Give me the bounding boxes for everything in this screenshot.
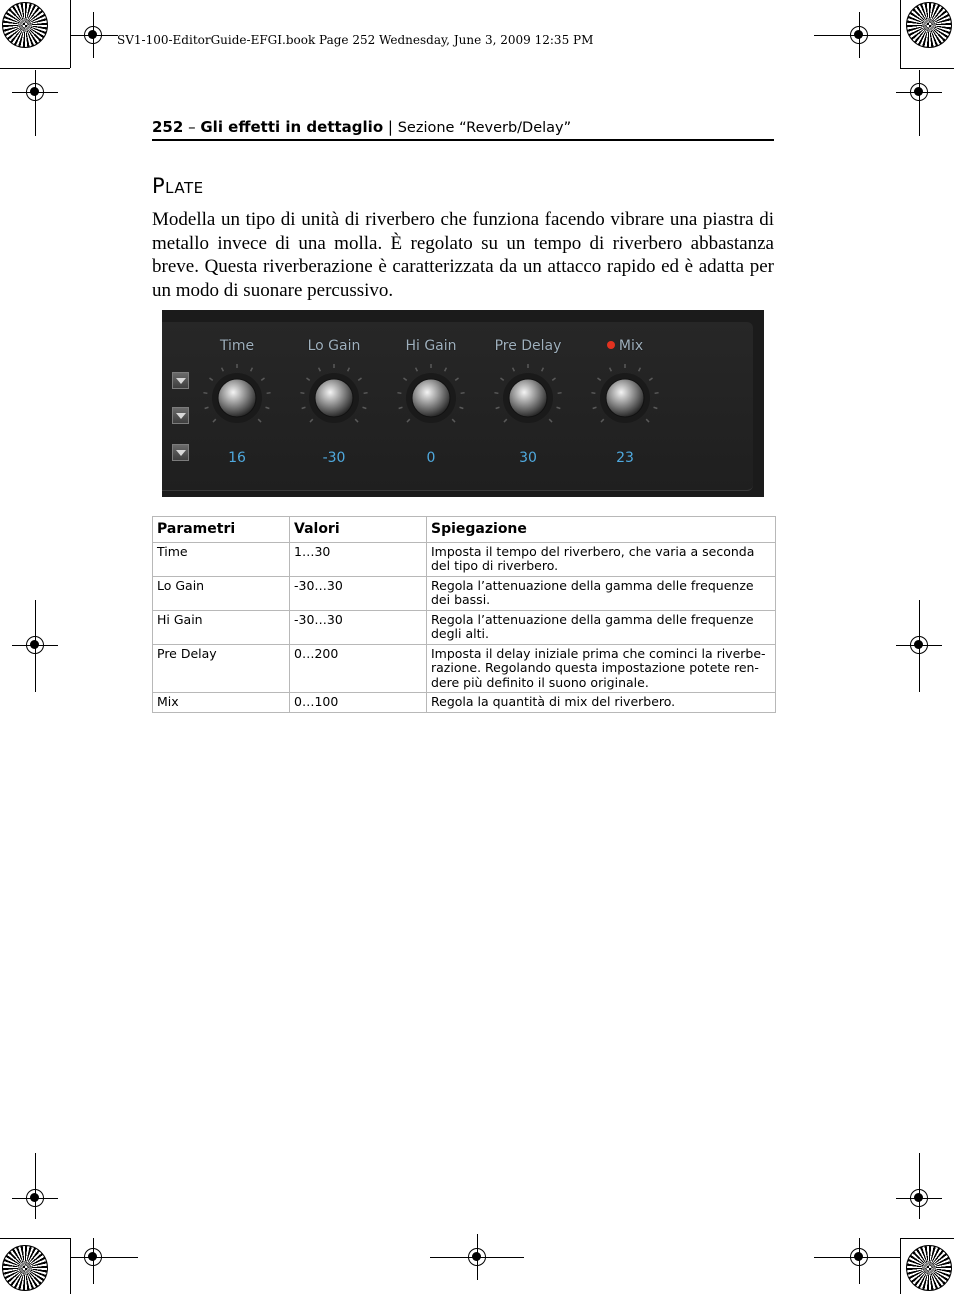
effect-panel (162, 310, 764, 497)
table-row (153, 693, 776, 713)
registration-target (919, 70, 920, 136)
section-name: Sezione “Reverb/Delay” (397, 120, 572, 136)
registration-target (26, 1189, 44, 1207)
table-row (153, 610, 776, 644)
table-row (153, 576, 776, 610)
dropdown-button[interactable] (172, 372, 189, 389)
param-name: Pre Delay (153, 644, 290, 693)
registration-target (468, 1248, 486, 1266)
page-number: 252 (152, 118, 184, 136)
param-values: -30…30 (290, 610, 427, 644)
param-values: -30…30 (290, 576, 427, 610)
param-description: Regola l’attenuazione della gamma delle frequenze dei bassi. (427, 576, 776, 610)
mix-led-icon (607, 341, 615, 349)
param-values: 1…30 (290, 542, 427, 576)
registration-target (84, 1248, 102, 1266)
registration-target (910, 636, 928, 654)
param-name: Time (153, 542, 290, 576)
table-header-row (153, 517, 776, 543)
registration-target (850, 1248, 868, 1266)
knob-dial-icon[interactable] (587, 360, 663, 436)
registration-starburst-top-left (2, 2, 48, 48)
knob-value: -30 (322, 450, 346, 466)
knob-value: 30 (519, 450, 537, 466)
registration-target (70, 1257, 138, 1258)
crop-mark (0, 68, 70, 69)
knob-label (286, 338, 382, 354)
knob-label-text: Pre Delay (494, 338, 562, 354)
knob-label-text: Lo Gain (307, 338, 361, 354)
crop-mark (900, 0, 901, 68)
knob-label (480, 338, 576, 354)
table-row (153, 542, 776, 576)
param-values: 0…200 (290, 644, 427, 693)
knob-value: 23 (616, 450, 634, 466)
param-description: Regola l’attenuazione della gamma delle frequenze degli alti. (427, 610, 776, 644)
registration-target (26, 83, 44, 101)
knob-label (383, 338, 479, 354)
running-head-divider: | (383, 118, 398, 136)
registration-target (910, 1189, 928, 1207)
knob-label (577, 338, 673, 354)
column-header-spiegazione: Spiegazione (427, 517, 776, 543)
body-paragraph: Modella un tipo di unità di riverbero che funziona facendo vibrare una piastra di metallo invece di una molla. È regolato su un tempo di riverbero abbastanza breve. Questa riverberazione è caratterizzata da un attacco rapido ed è adatta per un modo di suonare percussivo. (152, 209, 774, 301)
knob-value: 0 (426, 450, 436, 466)
column-header-valori: Valori (290, 517, 427, 543)
crop-mark (0, 1238, 70, 1239)
knob-dial-icon[interactable] (393, 360, 469, 436)
registration-target (850, 26, 868, 44)
knob-dial-icon[interactable] (296, 360, 372, 436)
registration-starburst-bottom-right (906, 1245, 952, 1291)
param-values: 0…100 (290, 693, 427, 713)
crop-mark (900, 1238, 954, 1239)
parameter-table (152, 516, 776, 713)
chapter-title: Gli effetti in dettaglio (200, 118, 384, 136)
knob-value: 16 (228, 450, 246, 466)
running-head (152, 118, 774, 141)
knob-label-text: Hi Gain (405, 338, 457, 354)
registration-starburst-bottom-left (2, 1245, 48, 1291)
knob-label (189, 338, 285, 354)
registration-target (919, 1153, 920, 1219)
param-description: Regola la quantità di mix del riverbero. (427, 693, 776, 713)
knob-dial-icon[interactable] (199, 360, 275, 436)
param-description: Imposta il delay iniziale prima che cominci la riverbe-razione. Regolando questa impostazione potete ren-dere più definito il suono originale. (427, 644, 776, 693)
section-title: Plate (152, 174, 204, 198)
registration-target (26, 636, 44, 654)
registration-target (35, 1153, 36, 1219)
registration-target (910, 83, 928, 101)
table-row (153, 644, 776, 693)
dropdown-button[interactable] (172, 407, 189, 424)
knob-dial-icon[interactable] (490, 360, 566, 436)
crop-mark (900, 68, 954, 69)
dropdown-button[interactable] (172, 444, 189, 461)
crop-mark (70, 0, 71, 68)
column-header-parametri: Parametri (153, 517, 290, 543)
running-head-separator: – (183, 118, 201, 136)
registration-starburst-top-right (906, 2, 952, 48)
param-name: Mix (153, 693, 290, 713)
book-header: SV1-100-EditorGuide-EFGI.book Page 252 Wednesday, June 3, 2009 12:35 PM (117, 33, 594, 47)
knob-label-text: Mix (618, 338, 644, 354)
param-name: Hi Gain (153, 610, 290, 644)
crop-mark (70, 1238, 71, 1294)
registration-target (84, 26, 102, 44)
param-description: Imposta il tempo del riverbero, che varia a seconda del tipo di riverbero. (427, 542, 776, 576)
knob-label-text: Time (219, 338, 255, 354)
crop-mark (900, 1238, 901, 1294)
registration-target (35, 70, 36, 136)
param-name: Lo Gain (153, 576, 290, 610)
